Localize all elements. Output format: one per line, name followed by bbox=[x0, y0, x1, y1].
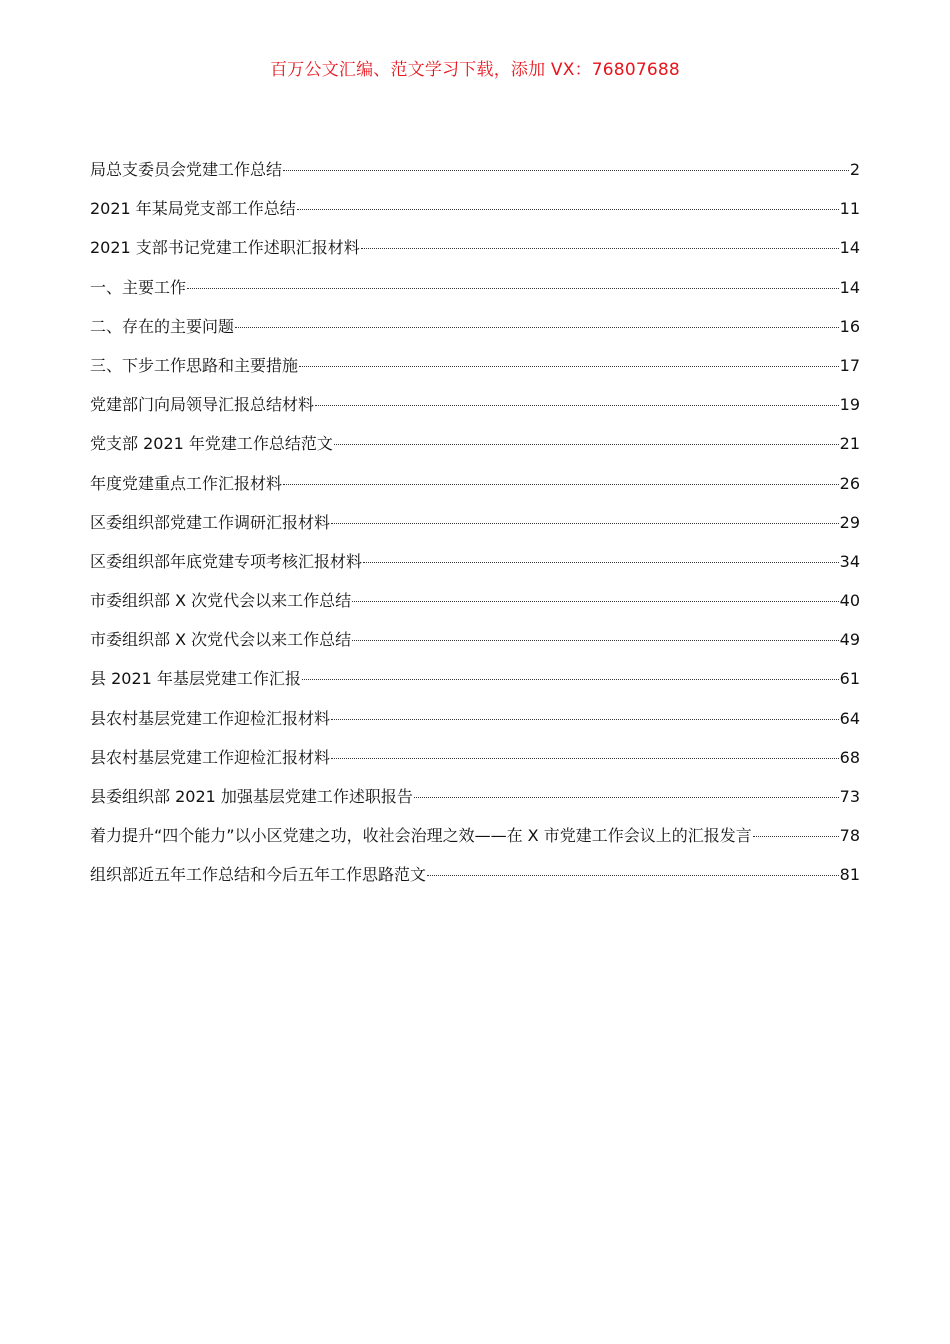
toc-entry-title: 局总支委员会党建工作总结 bbox=[90, 160, 283, 179]
toc-entry-page: 81 bbox=[839, 865, 860, 885]
toc-leader-dots bbox=[331, 758, 839, 759]
toc-entry[interactable] bbox=[90, 550, 860, 589]
toc-entry-page: 11 bbox=[839, 199, 860, 219]
toc-entry-title: 一、主要工作 bbox=[90, 277, 187, 297]
toc-entry-title: 三、下步工作思路和主要措施 bbox=[90, 355, 299, 375]
toc-entry-page: 78 bbox=[839, 826, 860, 846]
toc-leader-dots bbox=[361, 248, 839, 249]
toc-leader-dots bbox=[315, 405, 839, 406]
toc-entry-page: 64 bbox=[839, 708, 860, 728]
toc-entry-title: 县委组织部 2021 加强基层党建工作述职报告 bbox=[90, 787, 413, 806]
toc-entry[interactable] bbox=[90, 863, 860, 902]
toc-entry-page: 73 bbox=[839, 787, 860, 806]
toc-entry-title: 组织部近五年工作总结和今后五年工作思路范文 bbox=[90, 865, 427, 885]
toc-entry-page: 49 bbox=[839, 630, 860, 650]
toc-entry[interactable] bbox=[90, 472, 860, 511]
toc-entry-title: 党支部 2021 年党建工作总结范文 bbox=[90, 434, 333, 454]
toc-entry[interactable] bbox=[90, 707, 860, 746]
toc-entry[interactable] bbox=[90, 432, 860, 471]
toc-entry-title: 市委组织部 X 次党代会以来工作总结 bbox=[90, 591, 352, 611]
toc-entry-page: 14 bbox=[839, 277, 860, 297]
toc-entry[interactable] bbox=[90, 393, 860, 432]
toc-entry-page: 21 bbox=[839, 434, 860, 454]
toc-entry-title: 县农村基层党建工作迎检汇报材料 bbox=[90, 708, 331, 728]
toc-entry-title: 党建部门向局领导汇报总结材料 bbox=[90, 395, 315, 415]
toc-entry-title: 着力提升“四个能力”以小区党建之功，收社会治理之效——在 X 市党建工作会议上的汇报发言 bbox=[90, 826, 752, 846]
toc-leader-dots bbox=[331, 719, 839, 720]
toc-entry[interactable] bbox=[90, 158, 860, 197]
toc-leader-dots bbox=[334, 444, 839, 445]
toc-leader-dots bbox=[299, 366, 839, 367]
toc-entry[interactable] bbox=[90, 785, 860, 824]
toc-entry[interactable] bbox=[90, 315, 860, 354]
toc-entry-title: 二、存在的主要问题 bbox=[90, 316, 235, 336]
toc-entry-title: 市委组织部 X 次党代会以来工作总结 bbox=[90, 630, 352, 650]
toc-entry[interactable] bbox=[90, 824, 860, 863]
toc-leader-dots bbox=[427, 875, 839, 876]
toc-leader-dots bbox=[283, 484, 839, 485]
toc-entry-title: 县 2021 年基层党建工作汇报 bbox=[90, 669, 301, 689]
toc-leader-dots bbox=[352, 640, 839, 641]
toc-entry-page: 2 bbox=[849, 160, 860, 179]
toc-entry-page: 61 bbox=[839, 669, 860, 689]
toc-leader-dots bbox=[283, 170, 849, 171]
toc-entry-page: 19 bbox=[839, 395, 860, 415]
toc-entry[interactable] bbox=[90, 667, 860, 706]
table-of-contents bbox=[90, 158, 860, 903]
toc-entry-title: 区委组织部年底党建专项考核汇报材料 bbox=[90, 551, 363, 571]
header-banner: 百万公文汇编、范文学习下载，添加 VX：76807688 bbox=[270, 60, 680, 80]
toc-leader-dots bbox=[753, 836, 839, 837]
toc-entry[interactable] bbox=[90, 276, 860, 315]
toc-entry[interactable] bbox=[90, 236, 860, 275]
toc-leader-dots bbox=[187, 288, 839, 289]
toc-entry-title: 2021 年某局党支部工作总结 bbox=[90, 199, 296, 219]
toc-entry-title: 年度党建重点工作汇报材料 bbox=[90, 473, 283, 493]
toc-entry-title: 县农村基层党建工作迎检汇报材料 bbox=[90, 747, 331, 767]
toc-entry-page: 16 bbox=[839, 316, 860, 336]
toc-leader-dots bbox=[331, 523, 839, 524]
toc-leader-dots bbox=[414, 797, 839, 798]
toc-leader-dots bbox=[352, 601, 839, 602]
toc-leader-dots bbox=[235, 327, 839, 328]
toc-leader-dots bbox=[297, 209, 839, 210]
toc-entry-page: 34 bbox=[839, 551, 860, 571]
toc-entry-title: 区委组织部党建工作调研汇报材料 bbox=[90, 512, 331, 532]
toc-entry-page: 40 bbox=[839, 591, 860, 611]
toc-entry[interactable] bbox=[90, 354, 860, 393]
toc-leader-dots bbox=[363, 562, 839, 563]
toc-entry[interactable] bbox=[90, 197, 860, 236]
toc-entry[interactable] bbox=[90, 628, 860, 667]
toc-entry[interactable] bbox=[90, 589, 860, 628]
toc-entry[interactable] bbox=[90, 511, 860, 550]
toc-entry-title: 2021 支部书记党建工作述职汇报材料 bbox=[90, 238, 360, 258]
toc-entry-page: 29 bbox=[839, 512, 860, 532]
toc-entry-page: 14 bbox=[839, 238, 860, 258]
toc-entry-page: 26 bbox=[839, 473, 860, 493]
toc-leader-dots bbox=[302, 679, 839, 680]
toc-entry[interactable] bbox=[90, 746, 860, 785]
toc-entry-page: 17 bbox=[839, 355, 860, 375]
toc-entry-page: 68 bbox=[839, 747, 860, 767]
